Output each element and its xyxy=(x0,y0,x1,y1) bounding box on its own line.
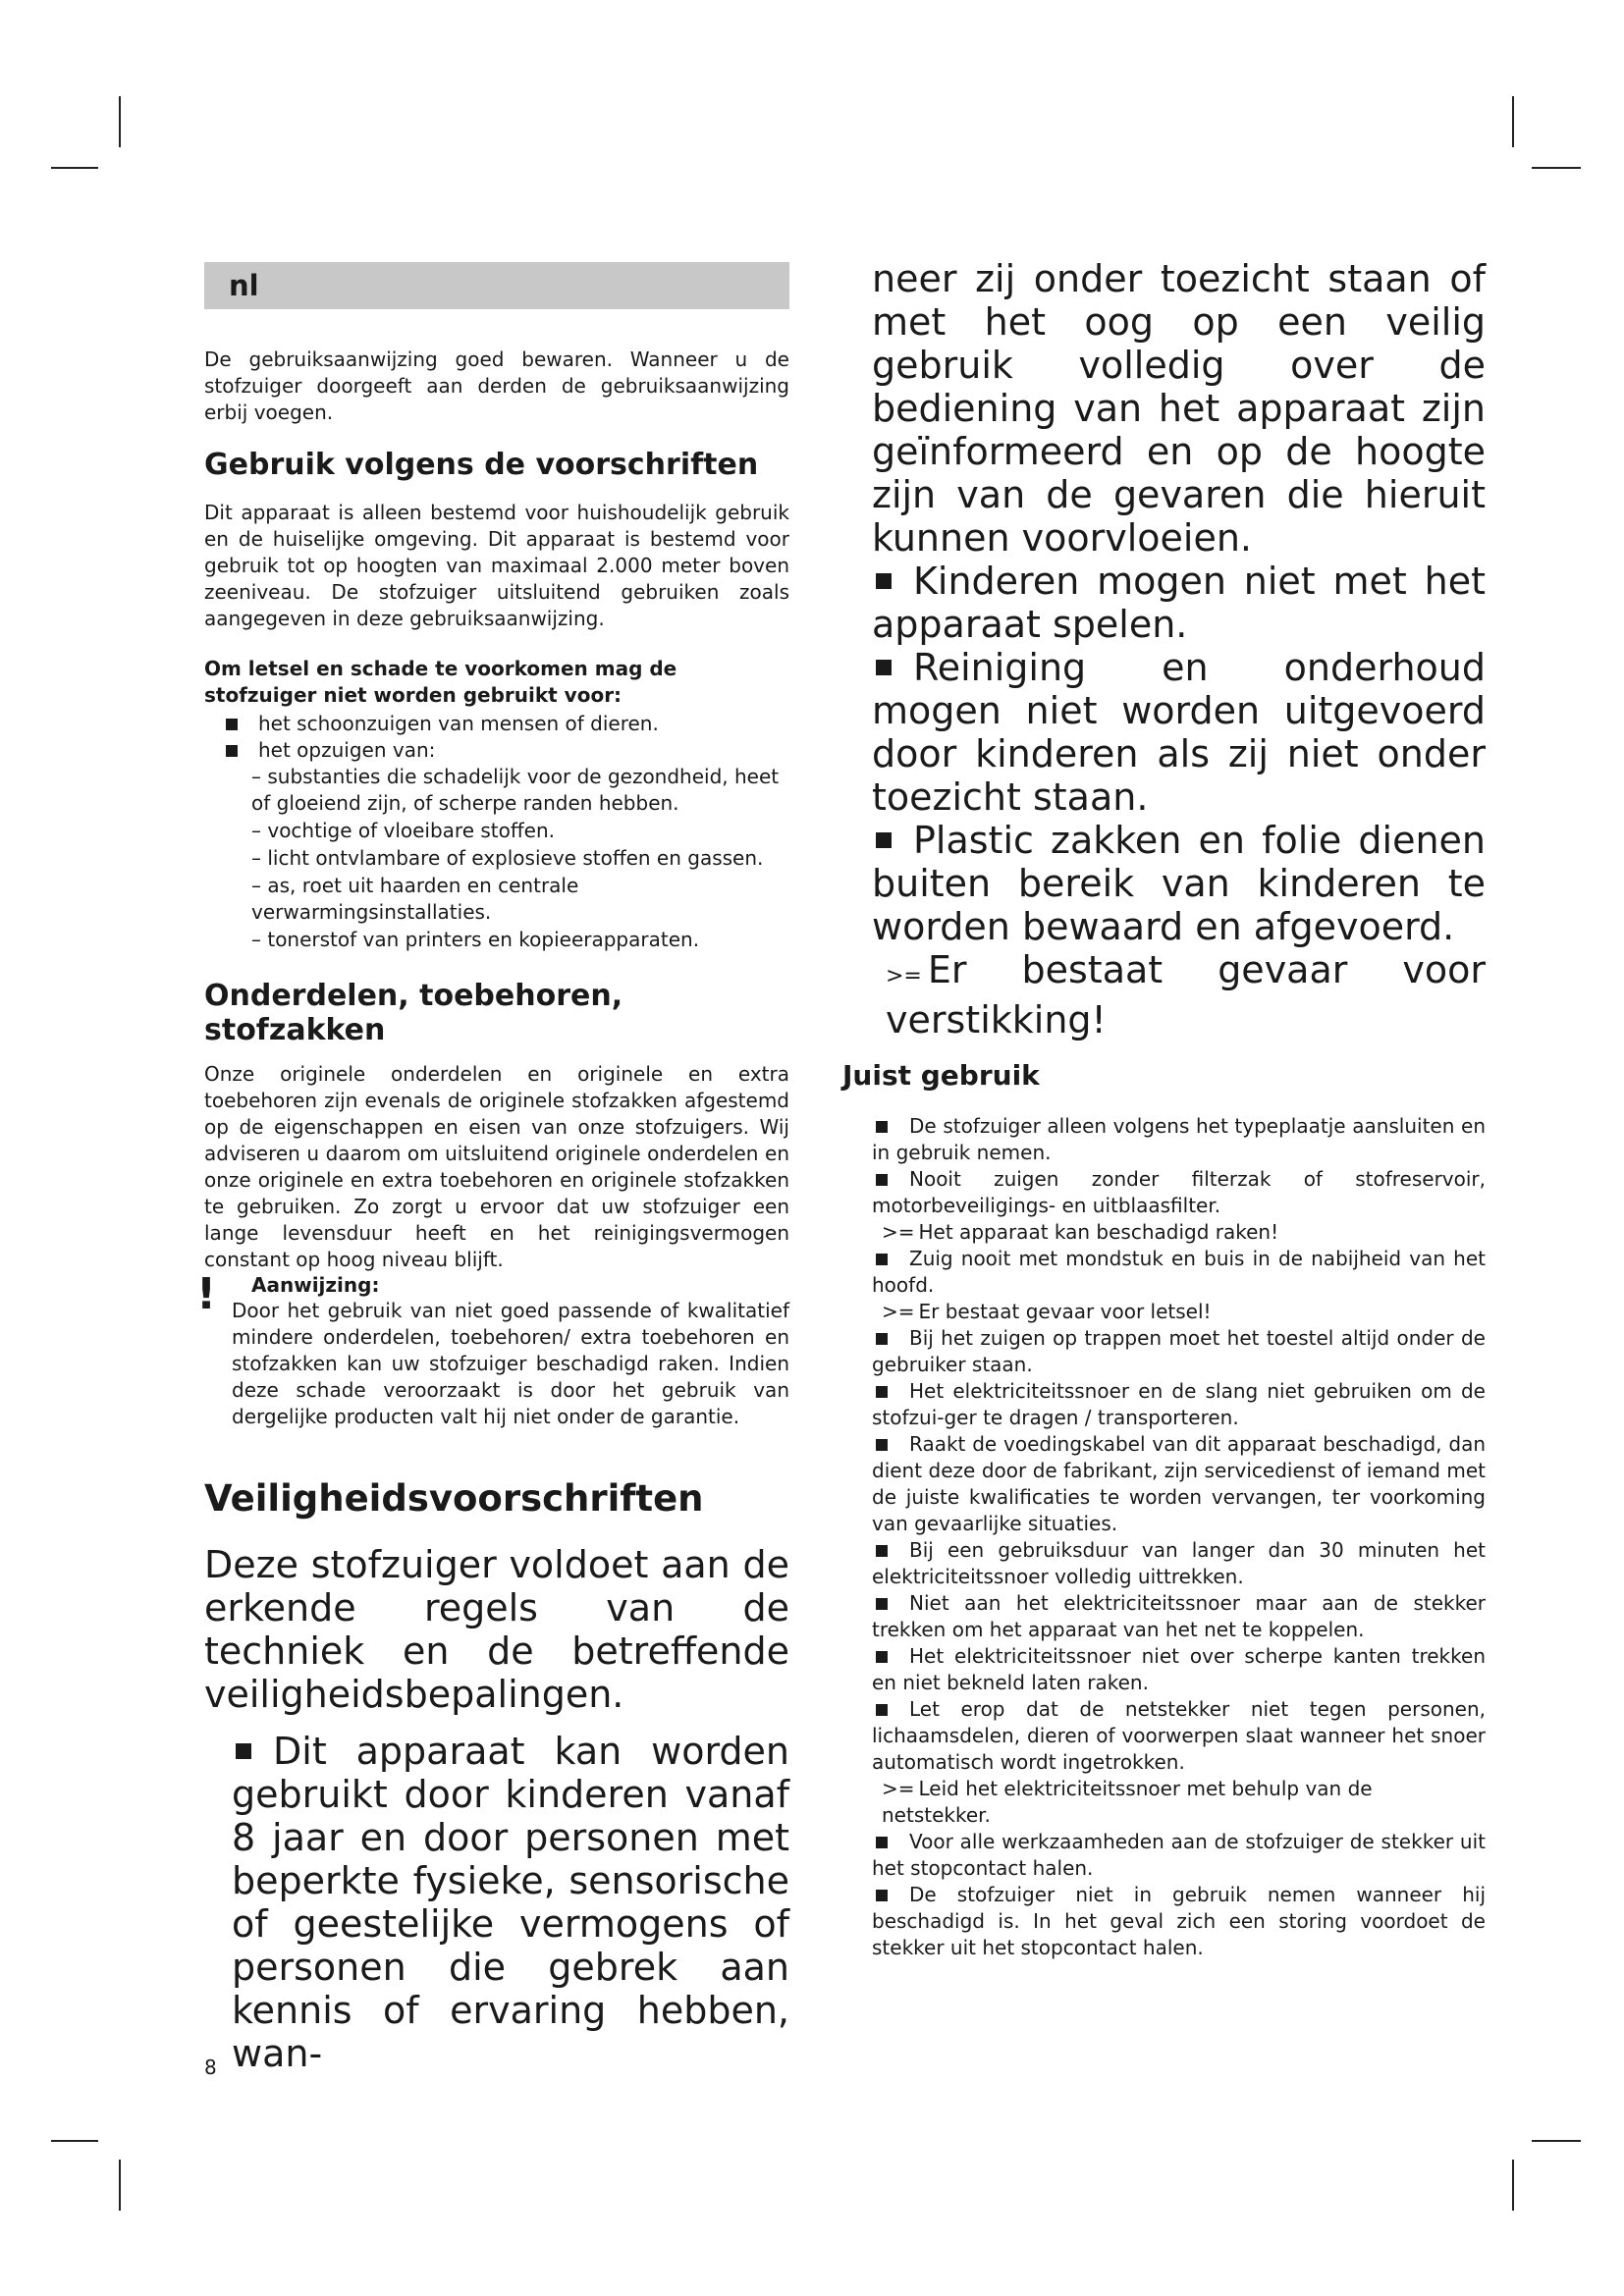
bullet-square-icon xyxy=(876,1333,888,1345)
safety-item xyxy=(872,560,1486,646)
list-item-text: Voor alle werkzaamheden aan de stofzuiger de stekker uit het stopcontact halen. xyxy=(872,1830,1486,1880)
list-item xyxy=(872,1246,1486,1299)
language-bar xyxy=(204,262,789,309)
list-item xyxy=(872,1378,1486,1431)
warning-line xyxy=(872,1776,1486,1829)
list-item-text: Bij een gebruiksduur van langer dan 30 minuten het elektriciteitssnoer volledig uittrekken. xyxy=(872,1538,1486,1588)
warning-icon: ! xyxy=(196,1269,217,1319)
list-item-text: De stofzuiger alleen volgens het typeplaatje aansluiten en in gebruik nemen. xyxy=(872,1114,1486,1164)
bullet-square-icon xyxy=(876,1598,888,1610)
safety-item-text: Kinderen mogen niet met het apparaat spelen. xyxy=(872,560,1486,646)
list-item xyxy=(872,1882,1486,1961)
list-item-text: De stofzuiger niet in gebruik nemen wanneer hij beschadigd is. In het geval zich een storing voordoet de stekker uit het stopcontact halen. xyxy=(872,1883,1486,1959)
warning-text: Het apparaat kan beschadigd raken! xyxy=(918,1220,1279,1244)
warning-text: Leid het elektriciteitssnoer met behulp van de netstekker. xyxy=(882,1777,1373,1827)
list-item: het opzuigen van: xyxy=(204,737,789,764)
list-item-text: Het elektriciteitssnoer niet over scherpe kanten trekken en niet bekneld laten raken. xyxy=(872,1644,1486,1694)
safety-item xyxy=(872,819,1486,948)
crop-mark xyxy=(119,2160,121,2211)
parts-text: Onze originele onderdelen en originele en extra toebehoren zijn evenals de originele stofzakken afgestemd op de eigenschappen en eisen van onze stofzuigers. Wij adviseren u daarom om uitsluitend originele onderdelen en onze originele en extra toebehoren en originele stofzakken te gebruiken. Zo zorgt u ervoor dat uw stofzuiger een lange levensduur heeft en het reinigingsvermogen constant op hoog niveau blijft. xyxy=(204,1062,789,1271)
list-item-text: Zuig nooit met mondstuk en buis in de nabijheid van het hoofd. xyxy=(872,1247,1486,1297)
list-item xyxy=(872,1325,1486,1378)
bullet-square-icon xyxy=(876,1174,888,1186)
list-item xyxy=(872,1590,1486,1643)
bullet-square-icon xyxy=(876,1386,888,1398)
heading-correct-use: Juist gebruik xyxy=(842,1059,1040,1092)
arrow-icon: >= xyxy=(882,1777,915,1800)
arrow-icon: >= xyxy=(882,1300,915,1323)
safety-warning-text: Er bestaat gevaar voor verstikking! xyxy=(886,948,1486,1041)
list-item: het schoonzuigen van mensen of dieren. xyxy=(204,711,789,737)
list-item xyxy=(872,1829,1486,1882)
note-title: Aanwijzing: xyxy=(251,1273,380,1297)
language-label: nl xyxy=(229,269,259,302)
injury-sublist xyxy=(251,764,789,953)
list-item-text: Bij het zuigen op trappen moet het toestel altijd onder de gebruiker staan. xyxy=(872,1326,1486,1376)
crop-mark xyxy=(51,167,98,169)
list-item: – tonerstof van printers en kopieerapparaten. xyxy=(251,928,700,951)
crop-mark xyxy=(1532,167,1581,169)
intended-use-text: Dit apparaat is alleen bestemd voor huishoudelijk gebruik en de huiselijke omgeving. Dit apparaat is bestemd voor gebruik tot op hoogten van maximaal 2.000 meter boven zeeniveau. De stofzuiger uitsluitend gebruiken zoals aangegeven in deze gebruiksaanwijzing. xyxy=(204,501,789,630)
bullet-square-icon xyxy=(876,832,892,848)
list-item: – licht ontvlambare of explosieve stoffen en gassen. xyxy=(251,846,764,870)
list-item: – as, roet uit haarden en centrale verwarmingsinstallaties. xyxy=(251,874,579,924)
safety-item-continued: neer zij onder toezicht staan of met het oog op een veilig gebruik volledig over de bediening van het apparaat zijn geïnformeerd en op de hoogte zijn van de gevaren die hieruit kunnen voorvloeien. xyxy=(872,257,1486,560)
list-item xyxy=(872,1643,1486,1696)
crop-mark xyxy=(119,96,121,147)
warning-text: Er bestaat gevaar voor letsel! xyxy=(918,1300,1212,1323)
bullet-square-icon xyxy=(876,1439,888,1451)
bullet-square-icon xyxy=(876,1545,888,1557)
page-number: 8 xyxy=(204,2056,217,2079)
correct-use-list xyxy=(842,1113,1486,1961)
injury-list xyxy=(204,711,789,764)
injury-heading: Om letsel en schade te voorkomen mag de stofzuiger niet worden gebruikt voor: xyxy=(204,657,677,707)
list-item-text: Raakt de voedingskabel van dit apparaat beschadigd, dan dient deze door de fabrikant, zijn servicedienst of iemand met de juiste kwalificaties te worden vervangen, ter voorkoming van gevaarlijke situaties. xyxy=(872,1432,1486,1535)
list-item xyxy=(872,1537,1486,1590)
bullet-square-icon xyxy=(876,1837,888,1848)
correct-use-section xyxy=(842,1059,1486,1961)
list-item: – substanties die schadelijk voor de gezondheid, heet of gloeiend zijn, of scherpe randen hebben. xyxy=(251,765,780,815)
safety-intro: Deze stofzuiger voldoet aan de erkende regels van de techniek en de betreffende veiligheidsbepalingen. xyxy=(204,1543,789,1716)
note-text: Door het gebruik van niet goed passende of kwalitatief mindere onderdelen, toebehoren/ extra toebehoren en stofzakken kan uw stofzuiger beschadigd raken. Indien deze schade veroorzaakt is door het gebruik van dergelijke producten valt hij niet onder de garantie. xyxy=(232,1299,789,1428)
left-column xyxy=(196,262,789,2075)
heading-parts: Onderdelen, toebehoren, stofzakken xyxy=(204,979,623,1047)
right-column xyxy=(842,257,1486,1961)
list-item-text: Nooit zuigen zonder filterzak of stofreservoir, motorbeveiligings- en uitblaasfilter. xyxy=(872,1167,1486,1217)
heading-intended-use: Gebruik volgens de voorschriften xyxy=(204,448,759,482)
bullet-square-icon xyxy=(876,1651,888,1663)
heading-safety: Veiligheidsvoorschriften xyxy=(204,1477,704,1520)
safety-item xyxy=(872,646,1486,819)
safety-warning xyxy=(872,948,1486,1041)
list-item-text: Let erop dat de netstekker niet tegen personen, lichaamsdelen, dieren of voorwerpen slaat wanneer het snoer automatisch wordt ingetrokken. xyxy=(872,1697,1486,1774)
safety-item-text: Plastic zakken en folie dienen buiten bereik van kinderen te worden bewaard en afgevoerd. xyxy=(872,819,1486,948)
bullet-square-icon xyxy=(876,1254,888,1265)
list-item xyxy=(872,1113,1486,1166)
safety-item-text: Dit apparaat kan worden gebruikt door kinderen vanaf 8 jaar en door personen met beperkte fysieke, sensorische of geestelijke vermogens of personen die gebrek aan kennis of ervaring hebben, wan- xyxy=(232,1730,789,2075)
warning-line xyxy=(872,1219,1486,1246)
safety-item xyxy=(232,1730,789,2075)
list-item-text: Niet aan het elektriciteitssnoer maar aan de stekker trekken om het apparaat van het net te koppelen. xyxy=(872,1591,1486,1641)
safety-item-text: Reiniging en onderhoud mogen niet worden uitgevoerd door kinderen als zij niet onder toezicht staan. xyxy=(872,646,1486,819)
arrow-icon: >= xyxy=(882,1220,915,1244)
note-block xyxy=(196,1269,789,1430)
bullet-square-icon xyxy=(876,1704,888,1716)
crop-mark xyxy=(51,2140,98,2142)
warning-line xyxy=(872,1299,1486,1325)
crop-mark xyxy=(1532,2140,1581,2142)
list-item xyxy=(872,1696,1486,1776)
crop-mark xyxy=(1512,2160,1514,2211)
intro-text: De gebruiksaanwijzing goed bewaren. Wanneer u de stofzuiger doorgeeft aan derden de gebruiksaanwijzing erbij voegen. xyxy=(204,347,789,424)
list-item-text: Het elektriciteitssnoer en de slang niet gebruiken om de stofzui-ger te dragen / transporteren. xyxy=(872,1379,1486,1429)
list-item xyxy=(872,1166,1486,1219)
arrow-icon: >= xyxy=(886,964,922,988)
crop-mark xyxy=(1512,96,1514,147)
bullet-square-icon xyxy=(876,660,892,675)
list-item: – vochtige of vloeibare stoffen. xyxy=(251,819,555,842)
bullet-square-icon xyxy=(876,573,892,589)
bullet-square-icon xyxy=(876,1890,888,1901)
list-item xyxy=(872,1431,1486,1537)
bullet-square-icon xyxy=(876,1121,888,1133)
bullet-square-icon xyxy=(236,1743,251,1759)
